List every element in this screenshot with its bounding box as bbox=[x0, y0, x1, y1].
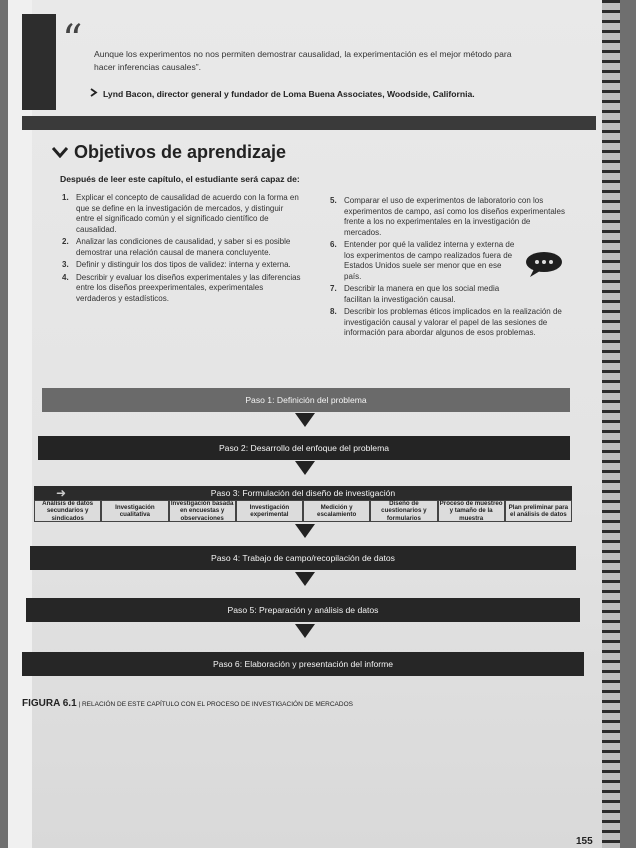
objective-item bbox=[330, 307, 565, 339]
quote-author bbox=[90, 88, 475, 99]
objective-item bbox=[330, 240, 515, 282]
substep: Análisis de datos secundarios y sindicados bbox=[34, 500, 101, 522]
section-divider bbox=[22, 116, 596, 130]
quote-text: Aunque los experimentos no nos permiten demostrar causalidad, la experimentación es el mejor método para hacer inferencias causales”. bbox=[94, 49, 512, 72]
page-number: 155 bbox=[576, 836, 593, 847]
objectives-title-text: Objetivos de aprendizaje bbox=[74, 142, 287, 162]
objective-number: 3. bbox=[62, 260, 69, 269]
check-icon bbox=[52, 142, 68, 163]
objectives-column-left bbox=[62, 193, 302, 306]
objective-item bbox=[62, 260, 302, 271]
figure-caption-text: RELACIÓN DE ESTE CAPÍTULO CON EL PROCESO DE INVESTIGACIÓN DE MERCADOS bbox=[81, 701, 353, 708]
substep: Investigación experimental bbox=[236, 500, 303, 522]
arrow-right-icon bbox=[90, 88, 98, 99]
objective-item bbox=[330, 284, 515, 305]
substep: Investigación basada en encuestas y observaciones bbox=[169, 500, 236, 522]
objective-number: 6. bbox=[330, 240, 337, 249]
down-arrow-icon bbox=[295, 524, 315, 538]
objective-number: 8. bbox=[330, 307, 337, 316]
objective-item bbox=[62, 273, 302, 305]
figure-label: FIGURA 6.1 bbox=[22, 698, 77, 709]
objective-text: Describir la manera en que los social media facilitan la investigación causal. bbox=[344, 284, 500, 304]
quote-sidebar bbox=[22, 14, 56, 110]
substep: Diseño de cuestionarios y formularios bbox=[370, 500, 437, 522]
objective-text: Entender por qué la validez interna y externa de los experimentos de campo realizados fuera de Estados Unidos suele ser menor que en ese país. bbox=[344, 240, 515, 281]
objective-text: Comparar el uso de experimentos de laboratorio con los experimentos de campo, así como los diseños experimentales frente a los no experimentales en la investigación de mercados. bbox=[344, 196, 565, 237]
objective-text: Explicar el concepto de causalidad de acuerdo con la forma en que se define en la investigación de mercados, y distinguir entre el significado común y el significado científico de causalidad. bbox=[76, 193, 299, 234]
speech-bubble-icon bbox=[524, 250, 564, 283]
objective-text: Describir y evaluar los diseños experimentales y las diferencias entre los diseños preexperimentales, experimentales verdaderos y estadísticos. bbox=[76, 272, 301, 303]
chevron-right-icon: ➜ bbox=[56, 486, 67, 500]
step-3-substeps bbox=[34, 500, 572, 522]
process-step-4: Paso 4: Trabajo de campo/recopilación de datos bbox=[30, 546, 576, 570]
substep: Proceso de muestreo y tamaño de la muestra bbox=[438, 500, 505, 522]
objective-number: 4. bbox=[62, 272, 69, 282]
process-step-1: Paso 1: Definición del problema bbox=[42, 388, 570, 412]
quote-author-text: Lynd Bacon, director general y fundador de Loma Buena Associates, Woodside, California. bbox=[103, 89, 475, 99]
process-step-3: Paso 3: Formulación del diseño de investigación bbox=[34, 486, 572, 500]
objective-number: 7. bbox=[330, 284, 337, 293]
figure-caption bbox=[22, 698, 353, 709]
objective-item bbox=[62, 237, 302, 258]
down-arrow-icon bbox=[295, 461, 315, 475]
objectives-intro: Después de leer este capítulo, el estudiante será capaz de: bbox=[60, 174, 300, 184]
down-arrow-icon bbox=[295, 413, 315, 427]
objective-text: Describir los problemas éticos implicados en la realización de investigación causal y valorar el papel de las sesiones de información para abordar algunos de esos problemas. bbox=[344, 307, 562, 337]
objectives-title bbox=[52, 142, 286, 163]
substep: Investigación cualitativa bbox=[101, 500, 168, 522]
substep: Medición y escalamiento bbox=[303, 500, 370, 522]
objective-number: 5. bbox=[330, 196, 337, 205]
caption-separator: | bbox=[78, 701, 81, 708]
down-arrow-icon bbox=[295, 572, 315, 586]
objective-text: Analizar las condiciones de causalidad, y saber si es posible demostrar una relación causal de manera concluyente. bbox=[76, 237, 291, 257]
objective-item bbox=[62, 193, 302, 235]
process-step-2: Paso 2: Desarrollo del enfoque del problema bbox=[38, 436, 570, 460]
objective-item bbox=[330, 196, 565, 238]
spiral-binding bbox=[602, 0, 620, 848]
objective-text: Definir y distinguir los dos tipos de validez: interna y externa. bbox=[76, 260, 291, 269]
substep: Plan preliminar para el análisis de datos bbox=[505, 500, 572, 522]
quote-mark-icon: “ bbox=[62, 17, 83, 63]
process-step-6: Paso 6: Elaboración y presentación del informe bbox=[22, 652, 584, 676]
objective-number: 2. bbox=[62, 237, 69, 246]
process-step-5: Paso 5: Preparación y análisis de datos bbox=[26, 598, 580, 622]
objective-number: 1. bbox=[62, 193, 69, 202]
down-arrow-icon bbox=[295, 624, 315, 638]
